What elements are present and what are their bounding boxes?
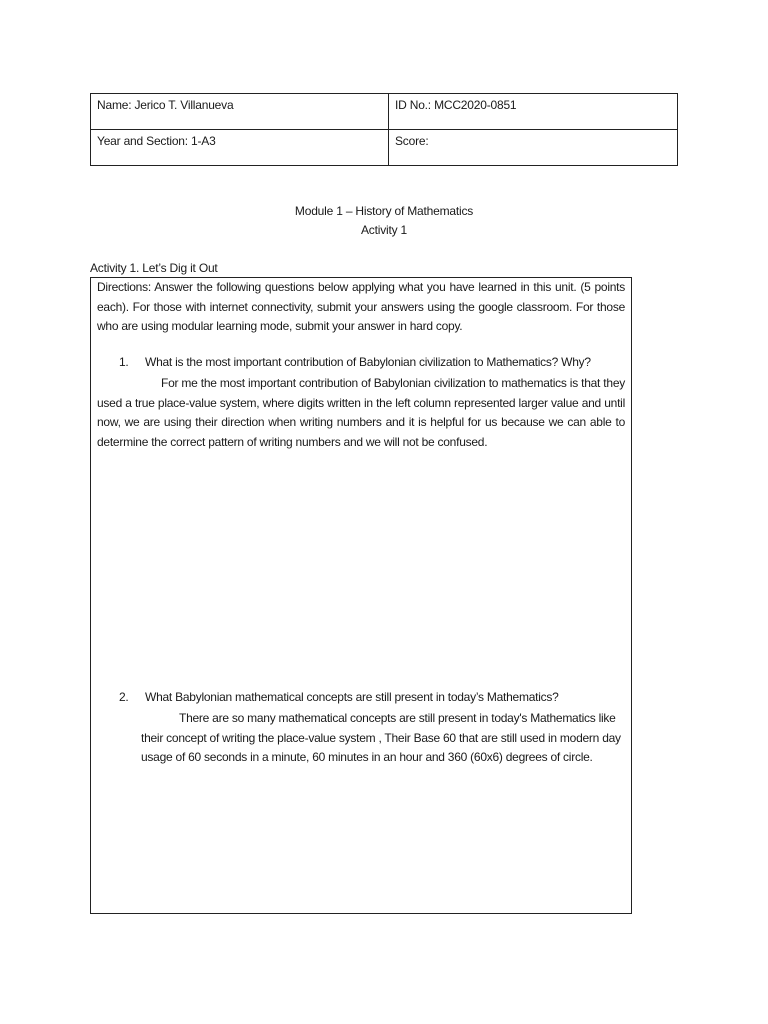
question-1-number: 1. — [119, 355, 129, 369]
id-number-cell: ID No.: MCC2020-0851 — [389, 94, 678, 130]
directions-text: Directions: Answer the following questions below applying what you have learned in this unit. (5 points each). For those with internet connectivity, submit your answers using the google classroom. For those who are using modular learning mode, submit your answer in hard copy. — [97, 280, 625, 333]
activity-title: Activity 1 — [360, 223, 407, 237]
year-section-cell: Year and Section: 1-A3 — [91, 130, 389, 166]
question-1-text: What is the most important contribution of Babylonian civilization to Mathematics? Why? — [145, 355, 591, 369]
student-info-table — [90, 93, 678, 166]
answer-box — [90, 277, 632, 914]
name-cell: Name: Jerico T. Villanueva — [91, 94, 389, 130]
answer-2-text: There are so many mathematical concepts are still present in today's Mathematics like their concept of writing the place-value system , Their Base 60 that are still used in modern day usage of 60 seconds in a minute, 60 minutes in an hour and 360 (60x6) degrees of circle. — [141, 711, 621, 764]
question-2-number: 2. — [119, 690, 129, 704]
question-1 — [119, 355, 591, 369]
activity-label: Activity 1. Let’s Dig it Out — [90, 261, 218, 275]
question-2 — [119, 690, 559, 704]
score-cell: Score: — [389, 130, 678, 166]
module-title: Module 1 – History of Mathematics — [294, 204, 474, 218]
answer-1-text: For me the most important contribution of Babylonian civilization to mathematics is that they used a true place-value system, where digits written in the left column represented larger value and until now, we are using their direction when writing numbers and it is helpful for us because we can able to determine the correct pattern of writing numbers and we will not be confused. — [97, 376, 625, 449]
question-2-text: What Babylonian mathematical concepts are still present in today’s Mathematics? — [145, 690, 559, 704]
